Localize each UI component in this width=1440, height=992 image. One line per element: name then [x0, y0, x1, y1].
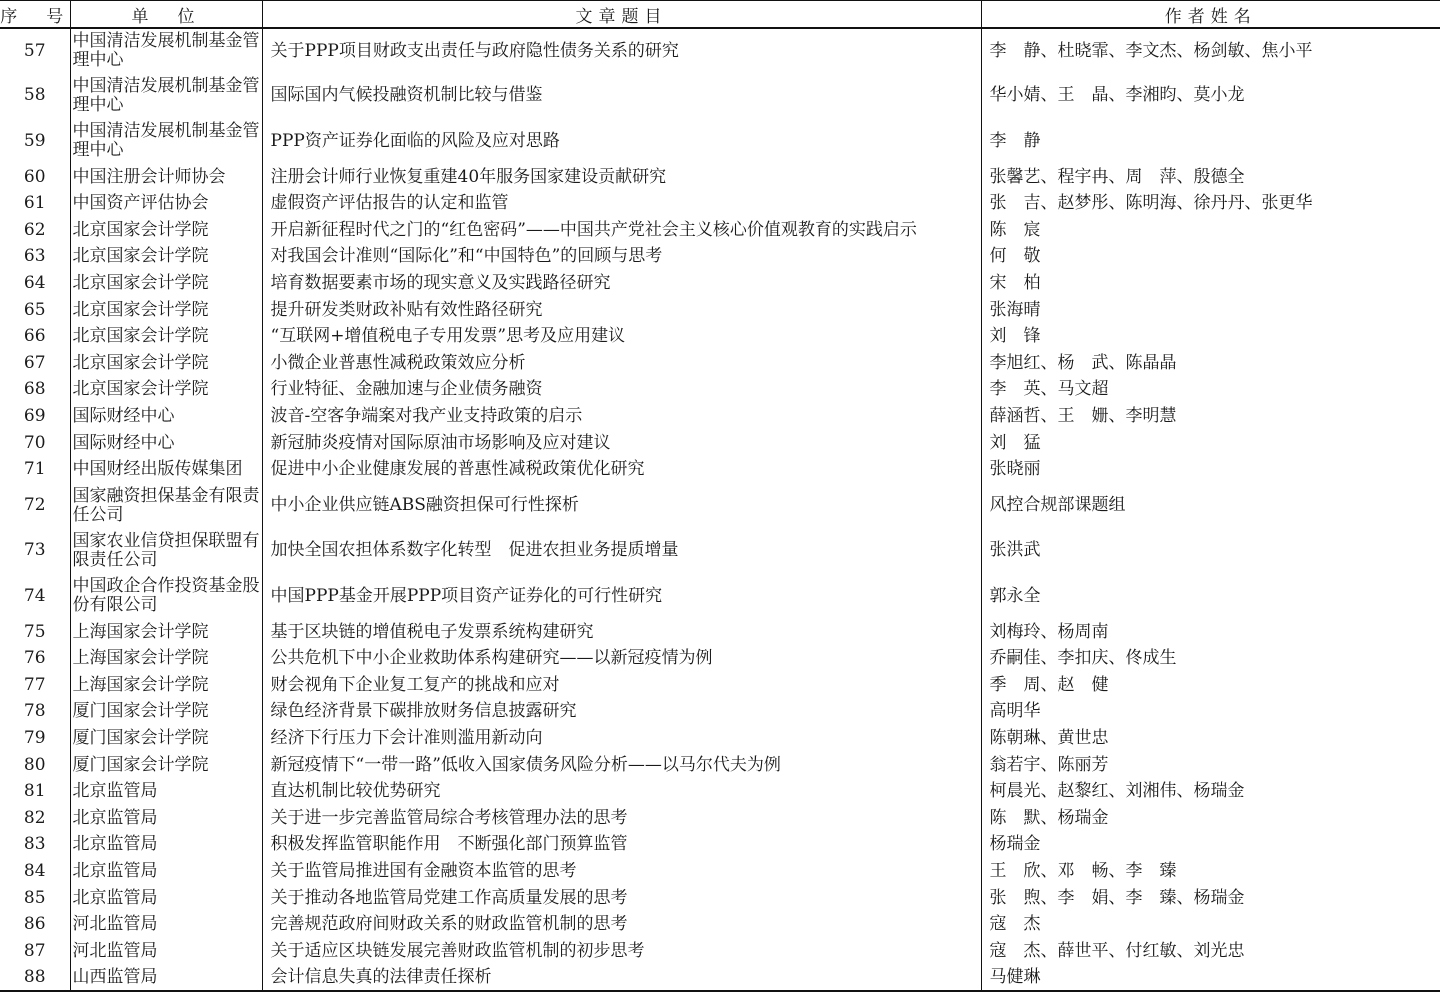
table-row [0, 377, 1440, 404]
row-authors: 薛涵哲、王 姗、李明慧 [981, 403, 1440, 430]
row-title: 加快全国农担体系数字化转型 促进农担业务提质增量 [262, 528, 981, 573]
row-number: 60 [23, 166, 46, 187]
row-unit: 北京监管局 [70, 805, 262, 832]
table-row [0, 574, 1440, 619]
row-number: 73 [23, 540, 46, 561]
row-authors: 张晓丽 [981, 456, 1440, 483]
row-unit: 中国政企合作投资基金股份有限公司 [70, 574, 262, 619]
row-title: 关于进一步完善监管局综合考核管理办法的思考 [262, 805, 981, 832]
row-title: 开启新征程时代之门的“红色密码”——中国共产党社会主义核心价值观教育的实践启示 [262, 217, 981, 244]
row-number: 85 [23, 887, 46, 908]
row-number: 87 [23, 940, 46, 961]
row-authors: 李旭红、杨 武、陈晶晶 [981, 350, 1440, 377]
row-title: 提升研发类财政补贴有效性路径研究 [262, 297, 981, 324]
row-authors: 寇 杰、薛世平、付红敏、刘光忠 [981, 938, 1440, 965]
row-title: 虚假资产评估报告的认定和监管 [262, 190, 981, 217]
row-number: 76 [23, 648, 46, 669]
table-row [0, 938, 1440, 965]
row-title: 行业特征、金融加速与企业债务融资 [262, 377, 981, 404]
row-authors: 乔嗣佳、李扣庆、佟成生 [981, 646, 1440, 673]
row-number: 78 [23, 701, 46, 722]
row-number: 69 [23, 406, 46, 427]
row-authors: 何 敬 [981, 244, 1440, 271]
table-row [0, 119, 1440, 164]
header-authors: 作者姓名 [981, 1, 1440, 29]
row-title: 国际国内气候投融资机制比较与借鉴 [262, 73, 981, 118]
row-unit: 国家农业信贷担保联盟有限责任公司 [70, 528, 262, 573]
row-title: 经济下行压力下会计准则滥用新动向 [262, 725, 981, 752]
row-title: 新冠疫情下“一带一路”低收入国家债务风险分析——以马尔代夫为例 [262, 752, 981, 779]
row-authors: 郭永全 [981, 574, 1440, 619]
table-body [0, 28, 1440, 991]
row-title: 直达机制比较优势研究 [262, 778, 981, 805]
row-number: 72 [23, 495, 46, 516]
table-row [0, 164, 1440, 191]
row-number: 86 [23, 914, 46, 935]
row-number: 77 [23, 674, 46, 695]
table-row [0, 270, 1440, 297]
header-title: 文章题目 [262, 1, 981, 29]
row-authors: 宋 柏 [981, 270, 1440, 297]
row-authors: 陈朝琳、黄世忠 [981, 725, 1440, 752]
row-title: 关于推动各地监管局党建工作高质量发展的思考 [262, 885, 981, 912]
row-authors: 张洪武 [981, 528, 1440, 573]
row-number: 66 [23, 326, 46, 347]
row-unit: 北京国家会计学院 [70, 217, 262, 244]
row-title: 关于适应区块链发展完善财政监管机制的初步思考 [262, 938, 981, 965]
row-number: 83 [23, 834, 46, 855]
row-authors: 李 英、马文超 [981, 377, 1440, 404]
row-authors: 马健琳 [981, 965, 1440, 992]
row-title: 新冠肺炎疫情对国际原油市场影响及应对建议 [262, 430, 981, 457]
row-title: 基于区块链的增值税电子发票系统构建研究 [262, 619, 981, 646]
row-authors: 风控合规部课题组 [981, 483, 1440, 528]
row-unit: 上海国家会计学院 [70, 646, 262, 673]
row-number: 75 [23, 621, 46, 642]
row-authors: 张海晴 [981, 297, 1440, 324]
row-title: 公共危机下中小企业救助体系构建研究——以新冠疫情为例 [262, 646, 981, 673]
row-title: 小微企业普惠性减税政策效应分析 [262, 350, 981, 377]
row-authors: 李 静 [981, 119, 1440, 164]
row-number: 58 [23, 85, 46, 106]
row-unit: 北京监管局 [70, 778, 262, 805]
row-authors: 翁若宇、陈丽芳 [981, 752, 1440, 779]
row-title: 注册会计师行业恢复重建40年服务国家建设贡献研究 [262, 164, 981, 191]
row-title: PPP资产证券化面临的风险及应对思路 [262, 119, 981, 164]
table-row [0, 217, 1440, 244]
table-row [0, 778, 1440, 805]
row-number: 64 [23, 273, 46, 294]
table-row [0, 752, 1440, 779]
table-row [0, 619, 1440, 646]
header-unit: 单 位 [70, 1, 262, 29]
row-unit: 上海国家会计学院 [70, 619, 262, 646]
table-row [0, 528, 1440, 573]
table-row [0, 244, 1440, 271]
row-number: 59 [23, 130, 46, 151]
table-row [0, 911, 1440, 938]
row-title: 财会视角下企业复工复产的挑战和应对 [262, 672, 981, 699]
row-title: “互联网+增值税电子专用发票”思考及应用建议 [262, 323, 981, 350]
row-unit: 北京国家会计学院 [70, 350, 262, 377]
row-unit: 山西监管局 [70, 965, 262, 992]
row-unit: 中国注册会计师协会 [70, 164, 262, 191]
table-row [0, 297, 1440, 324]
row-unit: 国际财经中心 [70, 403, 262, 430]
row-unit: 中国资产评估协会 [70, 190, 262, 217]
table-row [0, 965, 1440, 992]
row-authors: 季 周、赵 健 [981, 672, 1440, 699]
row-unit: 北京国家会计学院 [70, 244, 262, 271]
row-number: 80 [23, 754, 46, 775]
table-row [0, 28, 1440, 73]
row-number: 62 [23, 219, 46, 240]
table-row [0, 350, 1440, 377]
table-row [0, 430, 1440, 457]
row-unit: 中国财经出版传媒集团 [70, 456, 262, 483]
row-number: 70 [23, 432, 46, 453]
table-row [0, 323, 1440, 350]
row-title: 关于PPP项目财政支出责任与政府隐性债务关系的研究 [262, 28, 981, 73]
row-authors: 王 欣、邓 畅、李 臻 [981, 858, 1440, 885]
row-unit: 北京国家会计学院 [70, 297, 262, 324]
row-number: 71 [23, 459, 46, 480]
row-authors: 杨瑞金 [981, 832, 1440, 859]
row-unit: 北京监管局 [70, 832, 262, 859]
row-title: 会计信息失真的法律责任探析 [262, 965, 981, 992]
table-row [0, 190, 1440, 217]
row-authors: 寇 杰 [981, 911, 1440, 938]
row-number: 74 [23, 585, 46, 606]
row-unit: 北京国家会计学院 [70, 323, 262, 350]
row-unit: 中国清洁发展机制基金管理中心 [70, 73, 262, 118]
row-unit: 北京国家会计学院 [70, 270, 262, 297]
row-unit: 北京监管局 [70, 885, 262, 912]
table-row [0, 885, 1440, 912]
row-number: 65 [23, 299, 46, 320]
row-title: 完善规范政府间财政关系的财政监管机制的思考 [262, 911, 981, 938]
row-unit: 中国清洁发展机制基金管理中心 [70, 28, 262, 73]
row-authors: 高明华 [981, 699, 1440, 726]
row-number: 82 [23, 807, 46, 828]
row-number: 68 [23, 379, 46, 400]
row-title: 促进中小企业健康发展的普惠性减税政策优化研究 [262, 456, 981, 483]
row-number: 81 [23, 781, 46, 802]
row-unit: 国际财经中心 [70, 430, 262, 457]
row-number: 88 [0, 965, 70, 992]
header-row [0, 1, 1440, 29]
row-authors: 张 吉、赵梦彤、陈明海、徐丹丹、张更华 [981, 190, 1440, 217]
row-unit: 北京国家会计学院 [70, 377, 262, 404]
row-authors: 柯晨光、赵黎红、刘湘伟、杨瑞金 [981, 778, 1440, 805]
row-authors: 李 静、杜晓霏、李文杰、杨剑敏、焦小平 [981, 28, 1440, 73]
row-title: 绿色经济背景下碳排放财务信息披露研究 [262, 699, 981, 726]
row-unit: 中国清洁发展机制基金管理中心 [70, 119, 262, 164]
table-row [0, 403, 1440, 430]
row-title: 中国PPP基金开展PPP项目资产证券化的可行性研究 [262, 574, 981, 619]
row-number: 61 [23, 193, 46, 214]
row-number: 57 [23, 40, 46, 61]
header-no: 序 号 [0, 1, 70, 29]
table-row [0, 456, 1440, 483]
row-unit: 河北监管局 [70, 938, 262, 965]
row-title: 关于监管局推进国有金融资本监管的思考 [262, 858, 981, 885]
table-row [0, 73, 1440, 118]
row-unit: 上海国家会计学院 [70, 672, 262, 699]
row-unit: 厦门国家会计学院 [70, 725, 262, 752]
row-authors: 陈 默、杨瑞金 [981, 805, 1440, 832]
row-unit: 厦门国家会计学院 [70, 699, 262, 726]
table-row [0, 646, 1440, 673]
row-authors: 刘梅玲、杨周南 [981, 619, 1440, 646]
row-authors: 刘 猛 [981, 430, 1440, 457]
table-row [0, 483, 1440, 528]
row-title: 波音-空客争端案对我产业支持政策的启示 [262, 403, 981, 430]
row-title: 对我国会计准则“国际化”和“中国特色”的回顾与思考 [262, 244, 981, 271]
row-unit: 厦门国家会计学院 [70, 752, 262, 779]
row-unit: 河北监管局 [70, 911, 262, 938]
table-row [0, 672, 1440, 699]
row-authors: 张 煦、李 娟、李 臻、杨瑞金 [981, 885, 1440, 912]
row-number: 63 [23, 246, 46, 267]
row-title: 积极发挥监管职能作用 不断强化部门预算监管 [262, 832, 981, 859]
table-row [0, 805, 1440, 832]
row-unit: 北京监管局 [70, 858, 262, 885]
row-authors: 刘 锋 [981, 323, 1440, 350]
row-authors: 陈 宸 [981, 217, 1440, 244]
table-row [0, 832, 1440, 859]
row-authors: 张馨艺、程宇冉、周 萍、殷德全 [981, 164, 1440, 191]
row-title: 中小企业供应链ABS融资担保可行性探析 [262, 483, 981, 528]
table-row [0, 725, 1440, 752]
table-row [0, 858, 1440, 885]
row-number: 67 [23, 352, 46, 373]
row-number: 79 [23, 728, 46, 749]
row-unit: 国家融资担保基金有限责任公司 [70, 483, 262, 528]
table-row [0, 699, 1440, 726]
row-authors: 华小婧、王 晶、李湘昀、莫小龙 [981, 73, 1440, 118]
row-number: 84 [23, 861, 46, 882]
row-title: 培育数据要素市场的现实意义及实践路径研究 [262, 270, 981, 297]
